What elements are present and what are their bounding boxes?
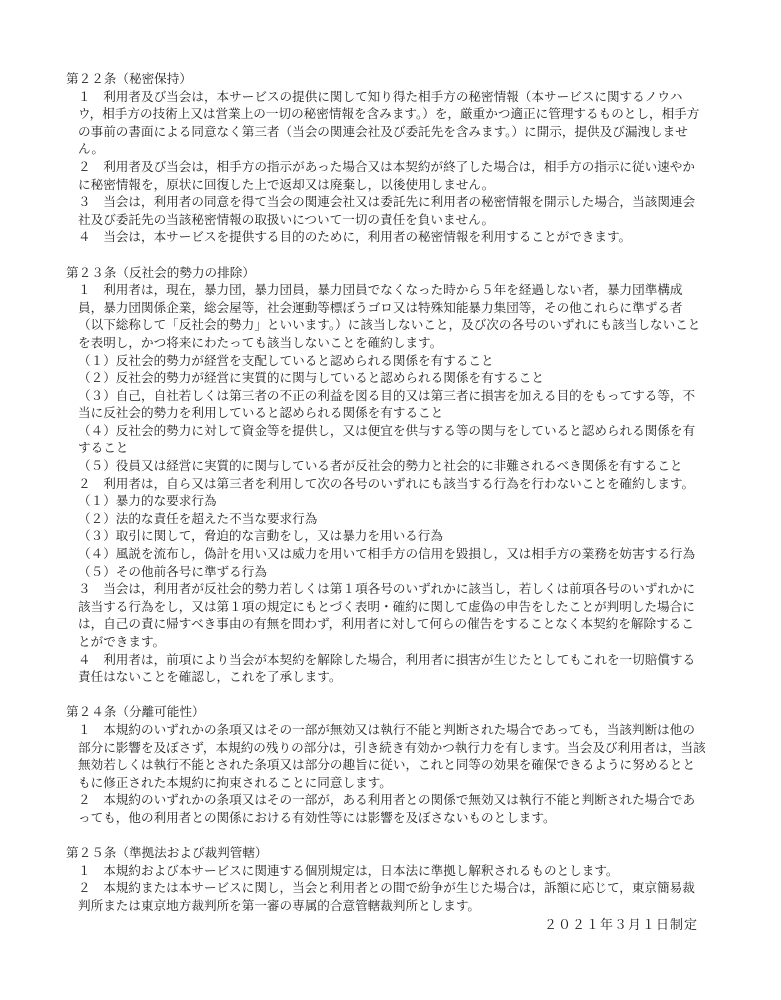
article-paragraph: １ 利用者及び当会は，本サービスの提供に関して知り得た相手方の秘密情報（本サービスに関するノウハウ，相手方の技術上又は営業上の一切の秘密情報を含みます。）を，厳重かつ適正に管理するものとし，相手方の事前の書面による同意なく第三者（当会の関連会社及び委託先を含みます。）に開示，提供及び漏洩しません。 <box>78 88 700 157</box>
article-subitem: （５）その他前各号に準ずる行為 <box>78 563 267 579</box>
article-subitem: （１）反社会的勢力が経営を支配していると認められる関係を有すること <box>78 352 494 368</box>
enactment-date: ２０２１年３月１日制定 <box>544 918 699 933</box>
article-subitem: （１）暴力的な要求行為 <box>78 493 217 509</box>
article-paragraph: ２ 本規約のいずれかの条項又はその一部が，ある利用者との関係で無効又は執行不能と判断された場合であっても，他の利用者との関係における有効性等には影響を及ぼさないものとします。 <box>78 792 696 825</box>
article-paragraph: ３ 当会は，利用者が反社会的勢力若しくは第１項各号のいずれかに該当し，若しくは前項各号のいずれかに該当する行為をし，又は第１項の規定にもとづく表明・確約に関して虚偽の申告をしたことが判明した場合には，自己の責に帰すべき事由の有無を問わず，利用者に対して何らの催告をすることなく本契約を解除することができます。 <box>78 581 696 649</box>
article-title: 第２３条（反社会的勢力の排除） <box>66 264 255 280</box>
article-title: 第２２条（秘密保持） <box>66 71 192 86</box>
article-23 <box>66 264 706 686</box>
article-22 <box>66 70 706 246</box>
article-24 <box>66 703 706 826</box>
article-paragraph: ３ 当会は，利用者の同意を得て当会の関連会社又は委託先に利用者の秘密情報を開示した場合，当該関連会社及び委託先の当該秘密情報の取扱いについて一切の責任を負いません。 <box>78 194 696 227</box>
article-paragraph: ４ 当会は，本サービスを提供する目的のために，利用者の秘密情報を利用することができます。 <box>78 229 632 245</box>
article-subitem: （２）反社会的勢力が経営に実質的に関与していると認められる関係を有すること <box>78 370 544 386</box>
article-subitem: （４）風説を流布し，偽計を用い又は威力を用いて相手方の信用を毀損し，又は相手方の業務を妨害する行為 <box>78 546 696 562</box>
article-paragraph: ２ 利用者は，自ら又は第三者を利用して次の各号のいずれにも該当する行為を行わないことを確約します。 <box>78 475 695 491</box>
article-paragraph: ２ 本規約または本サービスに関し，当会と利用者との間で紛争が生じた場合は，訴額に応じて，東京簡易裁判所または東京地方裁判所を第一審の専属的合意管轄裁判所とします。 <box>78 880 695 913</box>
article-title: 第２５条（準拠法および裁判管轄） <box>66 845 268 861</box>
article-paragraph: ２ 利用者及び当会は，相手方の指示があった場合又は本契約が終了した場合は，相手方の指示に従い速やかに秘密情報を，原状に回復した上で返却又は廃棄し，以後使用しません。 <box>78 158 695 192</box>
terms-document <box>66 70 706 932</box>
article-paragraph: １ 本規約のいずれかの条項又はその一部が無効又は執行不能と判断された場合であっても，当該判断は他の部分に影響を及ぼさず，本規約の残りの部分は，引き続き有効かつ執行力を有します。当会及び利用者は，当該無効若しくは執行不能とされた条項又は部分の趣旨に従い，これと同等の効果を確保できるように努めるとともに修正された本規約に拘束されることに同意します。 <box>78 721 706 790</box>
article-subitem: （２）法的な責任を超えた不当な要求行為 <box>78 510 318 526</box>
article-25 <box>66 844 706 914</box>
article-subitem: （３）自己，自社若しくは第三者の不正の利益を図る目的又は第三者に損害を加える目的をもってする等，不当に反社会的勢力を利用していると認められる関係を有すること <box>78 387 696 421</box>
article-subitem: （５）役員又は経営に実質的に関与している者が反社会的勢力と社会的に非難されるべき関係を有すること <box>78 458 683 474</box>
article-paragraph: １ 本規約および本サービスに関連する個別規定は，日本法に準拠し解釈されるものとします。 <box>78 862 619 878</box>
article-subitem: （４）反社会的勢力に対して資金等を提供し，又は便宜を供与する等の関与をしていると認められる関係を有すること <box>78 422 696 456</box>
article-title: 第２４条（分離可能性） <box>66 704 205 720</box>
article-paragraph: ４ 利用者は，前項により当会が本契約を解除した場合，利用者に損害が生じたとしてもこれを一切賠償する責任はないことを確認し，これを了承します。 <box>78 651 696 685</box>
article-paragraph: １ 利用者は，現在，暴力団，暴力団員，暴力団員でなくなった時から５年を経過しない者，暴力団準構成員，暴力団関係企業，総会屋等，社会運動等標ぼうゴロ又は特殊知能暴力集団等，その他これらに準ずる者（以下総称して「反社会的勢力」といいます。）に該当しないこと，及び次の各号のいずれにも該当しないことを表明し，かつ将来にわたっても該当しないことを確約します。 <box>78 282 701 350</box>
article-subitem: （３）取引に関して，脅迫的な言動をし，又は暴力を用いる行為 <box>78 528 443 544</box>
